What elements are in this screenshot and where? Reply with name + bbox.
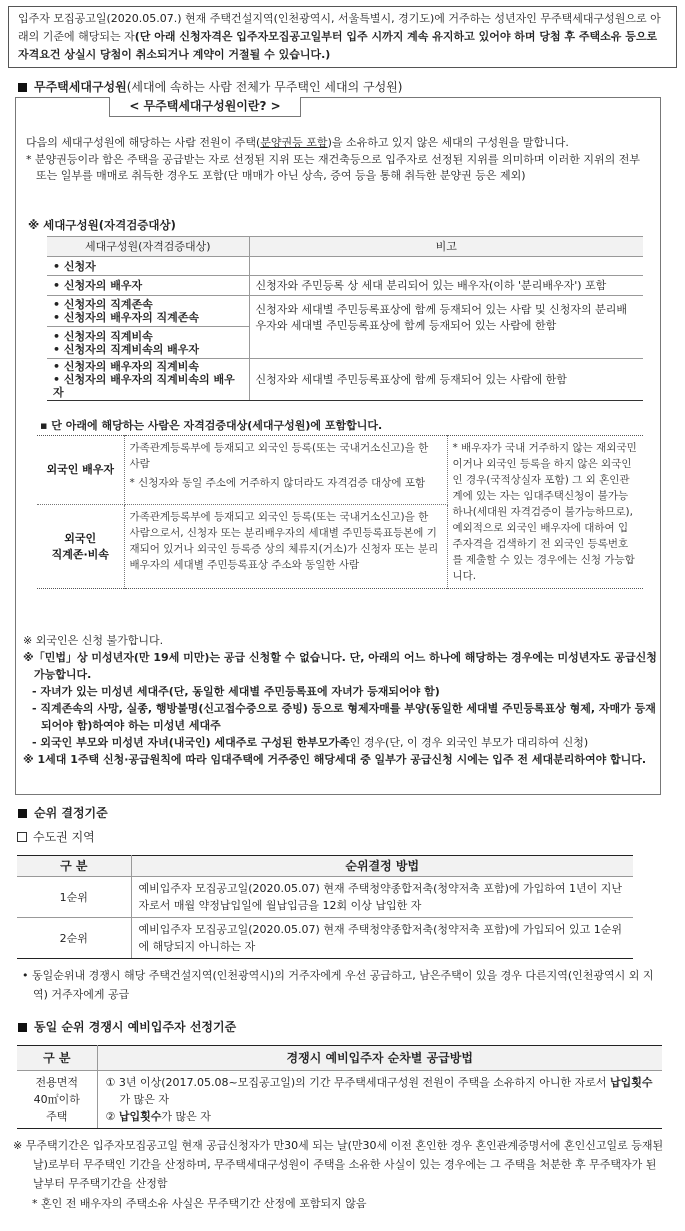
table-cell: • 신청자	[47, 257, 249, 276]
foreign-spouse-label: 외국인 배우자	[37, 436, 124, 505]
table-cell: 가족관계등록부에 등재되고 외국인 등록(또는 국내거소신고)을 한 사람 * 신청자와 동일 주소에 거주하지 않더라도 자격검증 대상에 포함	[124, 436, 447, 505]
square-bullet-icon	[18, 1023, 27, 1032]
section-title: 무주택세대구성원	[34, 80, 127, 94]
table-cell	[249, 257, 643, 276]
table-header: 비고	[249, 237, 643, 257]
table-header: 구 분	[17, 856, 131, 877]
table-cell: • 신청자의 배우자	[47, 276, 249, 296]
table-header-row	[17, 856, 633, 877]
checkbox-square-icon	[17, 832, 27, 842]
table-cell: 신청자와 세대별 주민등록표상에 함께 등재되어 있는 사람에 한함	[249, 359, 643, 401]
table-row	[17, 918, 633, 959]
notes-block	[23, 632, 658, 768]
table-row	[47, 296, 643, 327]
note: - 직계존속의 사망, 실종, 행방불명(신고접수증으로 증빙) 등으로 형제자매를 부양(동일한 세대별 주민등록표상 형제, 자매가 등재되어야 함)하여야 하는 미성년 세대주	[32, 702, 656, 732]
note: - 외국인 부모와 미성년 자녀(내국인) 세대주로 구성된 한부모가족인 경우(단, 이 경우 외국인 부모가 대리하여 신청)	[32, 736, 589, 749]
box-title: < 무주택세대구성원이란? >	[109, 97, 301, 117]
intro-bold-text: (단 아래 신청자격은 입주자모집공고일부터 입주 시까지 계속 유지하고 있어야 하며 당첨 후 주택소유 등으로 자격요건 상실시 당첨이 취소되거나 계약이 거절될 수 있습니다.)	[18, 30, 658, 61]
section-title: 순위 결정기준	[34, 806, 108, 820]
table-header: 경쟁시 예비입주자 순차별 공급방법	[97, 1046, 662, 1071]
members-subtitle: ※ 세대구성원(자격검증대상)	[28, 218, 176, 232]
table-row	[47, 359, 643, 401]
square-bullet-icon	[18, 809, 27, 818]
table-header: 세대구성원(자격검증대상)	[47, 237, 249, 257]
tiebreak-table	[17, 1045, 662, 1129]
table-header-row	[17, 1046, 662, 1071]
rank-cell: 2순위	[17, 918, 131, 959]
table-cell: • 신청자의 직계비속 • 신청자의 직계비속의 배우자	[47, 327, 249, 359]
section-header-rank	[18, 805, 108, 821]
note: - 자녀가 있는 미성년 세대주(단, 동일한 세대별 주민등록표에 자녀가 등재되어야 함)	[32, 685, 440, 698]
rank-desc-cell: 예비입주자 모집공고일(2020.05.07) 현재 주택청약종합저축(청약저축 포함)에 가입되어 있고 1순위에 해당되지 아니하는 자	[131, 918, 633, 959]
tiebreak-footnote: ※ 무주택기간은 입주자모집공고일 현재 공급신청자가 만30세 되는 날(만30세 이전 혼인한 경우 혼인관계증명서에 혼인신고일로 등재된 날)로부터 무주택인 기간을 산정하며, 무주택세대구성원이 주택을 소유한 사실이 있는 경우에는 그 주택을 처분한 후 무주택자가 된 날부터 무주택기간을 산정함	[13, 1139, 664, 1190]
table-cell: • 신청자의 직계존속 • 신청자의 배우자의 직계존속	[47, 296, 249, 327]
rank-cell: 1순위	[17, 877, 131, 918]
intro-box	[8, 6, 677, 68]
note: ※ 외국인은 신청 불가합니다.	[23, 634, 164, 647]
table-header: 순위결정 방법	[131, 856, 633, 877]
section-header-tiebreak	[18, 1019, 236, 1035]
definition-underline: 분양권등 포함	[260, 136, 328, 149]
members-table	[47, 236, 643, 401]
note: ※「민법」상 미성년자(만 19세 미만)는 공급 신청할 수 없습니다. 단, 아래의 어느 하나에 해당하는 경우에는 미성년자도 공급신청 가능합니다.	[23, 651, 657, 681]
rank-desc-cell: 예비입주자 모집공고일(2020.05.07) 현재 주택청약종합저축(청약저축 포함)에 가입하여 1년이 지난 자로서 매월 약정납입일에 월납입금을 12회 이상 납입한 자	[131, 877, 633, 918]
included-title: ▪ 단 아래에 해당하는 사람은 자격검증대상(세대구성원)에 포함합니다.	[40, 419, 383, 432]
table-row	[37, 436, 643, 505]
area-cell: 전용면적 40㎡이하 주택	[17, 1071, 97, 1129]
table-cell: 가족관계등록부에 등재되고 외국인 등록(또는 국내거소신고)을 한 사람으로서, 신청자 또는 분리배우자의 세대별 주민등록표등본에 기재되어 있거나 외국인 등록증 상의 체류지(거소)가 신청자 또는 분리배우자의 세대별 주민등록표상 주소와 동일한 사람	[124, 505, 447, 589]
region-subtitle: 수도권 지역	[17, 829, 95, 845]
foreign-lineal-label: 외국인 직계존·비속	[37, 505, 124, 589]
section-header-household	[18, 79, 402, 95]
rank-note: • 동일순위내 경쟁시 해당 주택건설지역(인천광역시)의 거주자에게 우선 공급하고, 남은주택이 있을 경우 다른지역(인천광역시 외 지역) 거주자에게 공급	[22, 969, 654, 1001]
section-subtitle: (세대에 속하는 사람 전체가 무주택인 세대의 구성원)	[126, 80, 403, 94]
table-row	[17, 1071, 662, 1129]
definition-footnote: * 분양권등이라 함은 주택을 공급받는 자로 선정된 지위 또는 재건축등으로 입주자로 선정된 지위를 의미하며 이러한 지위의 전부 또는 일부를 매매로 취득한 경우도 포함(단 매매가 아닌 상속, 증여 등을 통해 취득한 분양권 등은 제외)	[26, 153, 640, 182]
table-header-row	[47, 237, 643, 257]
table-row	[47, 257, 643, 276]
tiebreak-footnote-2: * 혼인 전 배우자의 주택소유 사실은 무주택기간 산정에 포함되지 않음	[32, 1197, 367, 1210]
table-cell: • 신청자의 배우자의 직계비속 • 신청자의 배우자의 직계비속의 배우자	[47, 359, 249, 401]
rank-table	[17, 855, 633, 959]
foreign-table	[37, 435, 643, 589]
table-row	[17, 877, 633, 918]
section-title: 동일 순위 경쟁시 예비입주자 선정기준	[34, 1020, 237, 1034]
note: ※ 1세대 1주택 신청·공급원칙에 따라 임대주택에 거주중인 해당세대 중 일부가 공급신청 시에는 입주 전 세대분리하여야 합니다.	[23, 753, 647, 766]
intro-text: 입주자 모집공고일(2020.05.07.) 현재 주택건설지역(인천광역시, 서울특별시, 경기도)에 거주하는 성년자인 무주택세대구성원으로 아래의 기준에 해당되는 자	[18, 12, 661, 43]
table-cell: 신청자와 세대별 주민등록표상에 함께 등재되어 있는 사람 및 신청자의 분리배우자와 세대별 주민등록표상에 함께 등재되어 있는 사람에 한함	[249, 296, 643, 359]
table-row	[47, 276, 643, 296]
definition-text: 다음의 세대구성원에 해당하는 사람 전원이 주택(분양권등 포함)을 소유하고 있지 않은 세대의 구성원을 말합니다.	[26, 136, 569, 149]
method-cell: ① 3년 이상(2017.05.08~모집공고일)의 기간 무주택세대구성원 전원이 주택을 소유하지 아니한 자로서 납입횟수가 많은 자 ② 납입횟수가 많은 자	[97, 1071, 662, 1129]
foreign-side-note: * 배우자가 국내 거주하지 않는 재외국민이거나 외국인 등록을 하지 않은 외국인인 경우(국적상실자 포함) 그 외 혼인관계에 있는 자는 임대주택신청이 불가능하나(세대원 자격검증이 불가능하므로), 예외적으로 외국인 배우자에 대하여 입주자격을 검색하기 전 외국인 등록번호를 제출할 수 있는 경우에는 신청 가능합니다.	[452, 442, 637, 582]
square-bullet-icon	[18, 83, 27, 92]
table-cell: 신청자와 주민등록 상 세대 분리되어 있는 배우자(이하 '분리배우자') 포함	[249, 276, 643, 296]
table-header: 구 분	[17, 1046, 97, 1071]
